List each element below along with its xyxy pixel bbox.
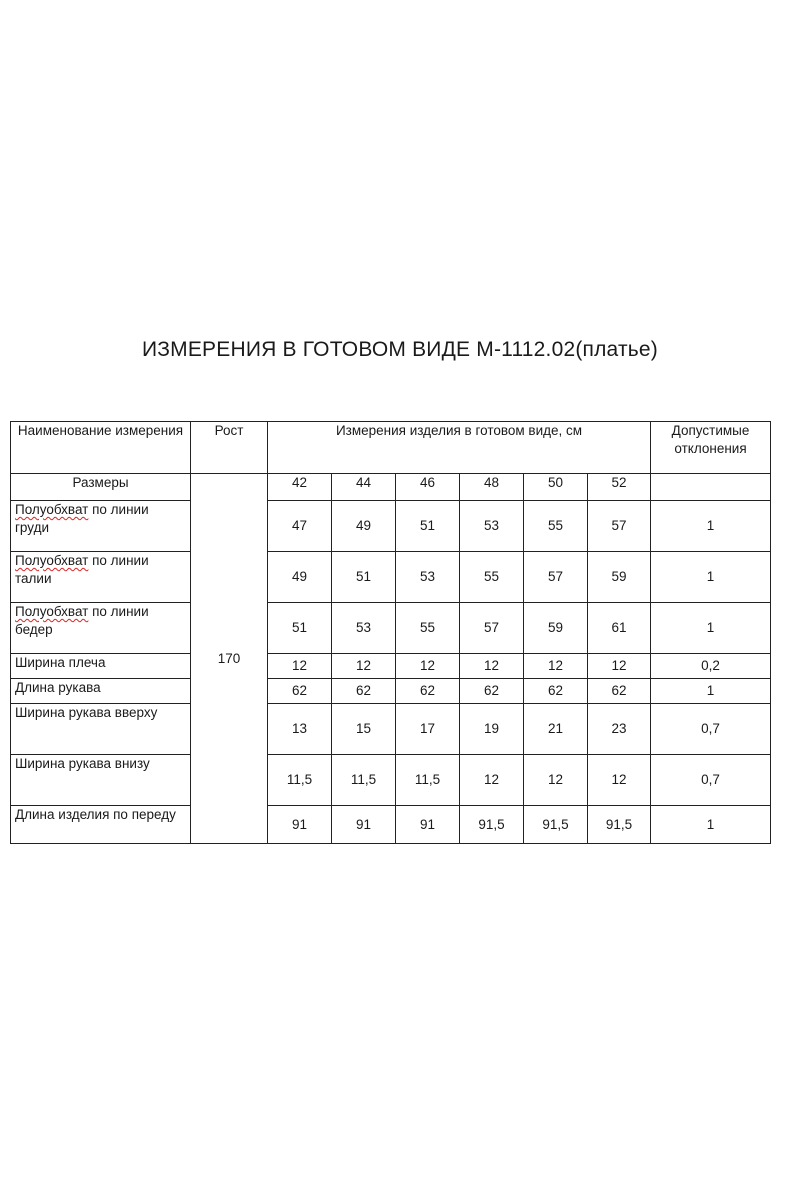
table-row bbox=[11, 704, 771, 755]
value-cell: 91,5 bbox=[524, 806, 588, 844]
value-cell: 12 bbox=[524, 755, 588, 806]
measurement-name bbox=[11, 501, 191, 552]
header-tolerance: Допустимые отклонения bbox=[651, 422, 771, 474]
value-cell: 12 bbox=[332, 654, 396, 679]
measurement-name bbox=[11, 552, 191, 603]
rost-value: 170 bbox=[191, 474, 268, 844]
spellcheck-word: Полуобхват bbox=[15, 502, 89, 517]
tolerance-cell: 0,7 bbox=[651, 704, 771, 755]
value-cell: 49 bbox=[332, 501, 396, 552]
value-cell: 91,5 bbox=[460, 806, 524, 844]
measurement-name bbox=[11, 755, 191, 806]
table-row bbox=[11, 806, 771, 844]
value-cell: 57 bbox=[460, 603, 524, 654]
size-cell: 52 bbox=[588, 474, 651, 501]
size-cell: 46 bbox=[396, 474, 460, 501]
measurement-name-text: Ширина плеча bbox=[15, 655, 106, 670]
measurement-name bbox=[11, 806, 191, 844]
measurement-name-text: по линии бедер bbox=[15, 604, 149, 637]
measurement-name bbox=[11, 603, 191, 654]
sizes-label: Размеры bbox=[11, 474, 191, 501]
value-cell: 12 bbox=[396, 654, 460, 679]
size-tolerance-empty bbox=[651, 474, 771, 501]
size-cell: 48 bbox=[460, 474, 524, 501]
value-cell: 62 bbox=[396, 679, 460, 704]
spellcheck-word: Полуобхват bbox=[15, 553, 89, 568]
value-cell: 15 bbox=[332, 704, 396, 755]
value-cell: 19 bbox=[460, 704, 524, 755]
value-cell: 23 bbox=[588, 704, 651, 755]
measurement-name-text: Длина изделия по переду bbox=[15, 807, 176, 822]
value-cell: 47 bbox=[268, 501, 332, 552]
value-cell: 91 bbox=[268, 806, 332, 844]
value-cell: 12 bbox=[460, 755, 524, 806]
tolerance-cell: 1 bbox=[651, 806, 771, 844]
header-name: Наименование измерения bbox=[11, 422, 191, 474]
value-cell: 57 bbox=[588, 501, 651, 552]
tolerance-cell: 1 bbox=[651, 603, 771, 654]
tolerance-cell: 1 bbox=[651, 679, 771, 704]
measurement-name-text: по линии талии bbox=[15, 553, 149, 586]
value-cell: 55 bbox=[460, 552, 524, 603]
value-cell: 53 bbox=[460, 501, 524, 552]
tolerance-cell: 1 bbox=[651, 501, 771, 552]
table-row bbox=[11, 654, 771, 679]
tolerance-cell: 0,7 bbox=[651, 755, 771, 806]
table-row bbox=[11, 552, 771, 603]
value-cell: 62 bbox=[524, 679, 588, 704]
value-cell: 51 bbox=[268, 603, 332, 654]
tolerance-cell: 0,2 bbox=[651, 654, 771, 679]
value-cell: 91,5 bbox=[588, 806, 651, 844]
value-cell: 12 bbox=[588, 755, 651, 806]
value-cell: 55 bbox=[524, 501, 588, 552]
measurement-name bbox=[11, 654, 191, 679]
header-row bbox=[11, 422, 771, 474]
measurement-name bbox=[11, 704, 191, 755]
value-cell: 59 bbox=[524, 603, 588, 654]
tolerance-cell: 1 bbox=[651, 552, 771, 603]
table-row bbox=[11, 679, 771, 704]
size-cell: 44 bbox=[332, 474, 396, 501]
value-cell: 62 bbox=[588, 679, 651, 704]
sizes-row bbox=[11, 474, 771, 501]
size-cell: 42 bbox=[268, 474, 332, 501]
header-rost: Рост bbox=[191, 422, 268, 474]
value-cell: 62 bbox=[332, 679, 396, 704]
value-cell: 53 bbox=[332, 603, 396, 654]
value-cell: 12 bbox=[524, 654, 588, 679]
value-cell: 11,5 bbox=[268, 755, 332, 806]
value-cell: 62 bbox=[460, 679, 524, 704]
measurement-name-text: Ширина рукава внизу bbox=[15, 756, 150, 771]
value-cell: 91 bbox=[396, 806, 460, 844]
measurement-name-text: Длина рукава bbox=[15, 680, 101, 695]
value-cell: 21 bbox=[524, 704, 588, 755]
measurements-table bbox=[10, 421, 771, 844]
value-cell: 57 bbox=[524, 552, 588, 603]
measurement-name-text: по линии груди bbox=[15, 502, 149, 535]
value-cell: 11,5 bbox=[332, 755, 396, 806]
value-cell: 12 bbox=[460, 654, 524, 679]
value-cell: 53 bbox=[396, 552, 460, 603]
table-row bbox=[11, 755, 771, 806]
table-row bbox=[11, 603, 771, 654]
table-row bbox=[11, 501, 771, 552]
value-cell: 59 bbox=[588, 552, 651, 603]
value-cell: 51 bbox=[396, 501, 460, 552]
value-cell: 11,5 bbox=[396, 755, 460, 806]
value-cell: 91 bbox=[332, 806, 396, 844]
value-cell: 12 bbox=[268, 654, 332, 679]
size-cell: 50 bbox=[524, 474, 588, 501]
measurement-name bbox=[11, 679, 191, 704]
value-cell: 17 bbox=[396, 704, 460, 755]
value-cell: 49 bbox=[268, 552, 332, 603]
page-title: ИЗМЕРЕНИЯ В ГОТОВОМ ВИДЕ М-1112.02(платье) bbox=[141, 338, 659, 361]
value-cell: 61 bbox=[588, 603, 651, 654]
value-cell: 62 bbox=[268, 679, 332, 704]
header-measurements: Измерения изделия в готовом виде, см bbox=[268, 422, 651, 474]
value-cell: 51 bbox=[332, 552, 396, 603]
measurement-name-text: Ширина рукава вверху bbox=[15, 705, 158, 720]
spellcheck-word: Полуобхват bbox=[15, 604, 89, 619]
value-cell: 55 bbox=[396, 603, 460, 654]
value-cell: 13 bbox=[268, 704, 332, 755]
value-cell: 12 bbox=[588, 654, 651, 679]
